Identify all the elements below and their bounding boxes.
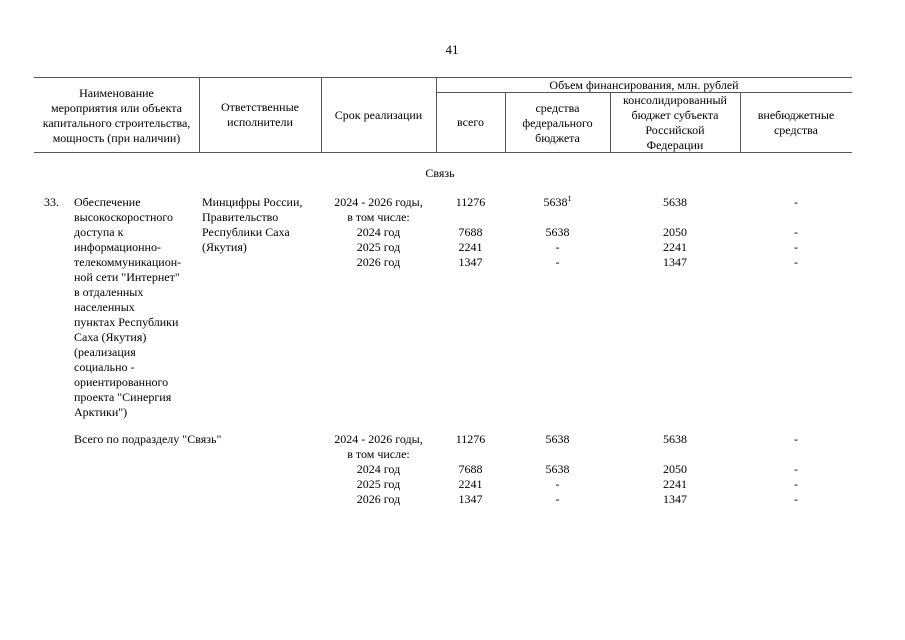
header-funding: Объем финансирования, млн. рублей bbox=[549, 78, 739, 92]
header-extra: внебюджетные средства bbox=[757, 108, 835, 137]
header-period: Срок реализации bbox=[334, 108, 423, 122]
subtotal-federal: 5638 5638 - - bbox=[545, 432, 570, 506]
item-total: 11276 7688 2241 1347 bbox=[455, 195, 486, 269]
item-period: 2024 - 2026 годы, в том числе: 2024 год 2025 год 2026 год bbox=[334, 195, 423, 269]
item-federal: 5638$^1$ 5638 - - bbox=[543, 194, 572, 269]
subtotal-label: Всего по подразделу "Связь" bbox=[74, 432, 222, 446]
header-executors: Ответственные исполнители bbox=[221, 100, 299, 129]
header-total: всего bbox=[456, 115, 485, 129]
item-executors: Минцифры России, Правительство Республики Саха (Якутия) bbox=[202, 195, 303, 254]
header-regional: консолидированный бюджет субъекта Российской Федерации bbox=[623, 93, 727, 152]
item-extra: - - - - bbox=[794, 195, 798, 269]
item-number: 33. bbox=[44, 195, 59, 209]
subtotal-regional: 5638 2050 2241 1347 bbox=[663, 432, 687, 506]
subtotal-extra: - - - - bbox=[794, 432, 798, 506]
item-regional: 5638 2050 2241 1347 bbox=[663, 195, 687, 269]
header-federal: средства федерального бюджета bbox=[522, 101, 593, 145]
item-name: Обеспечение высокоскоростного доступа к информационно- телекоммуникацион- ной сети "Интернет" в отдаленных населенных пунктах Республики Саха (Якутия) (реализация социально - ориентированного проекта "Синергия Арктики") bbox=[74, 195, 182, 419]
page-number: 41 bbox=[445, 42, 459, 57]
section-title: Связь bbox=[425, 166, 455, 180]
footnote-mark: 1 bbox=[567, 194, 572, 203]
header-name: Наименование мероприятия или объекта капитального строительства, мощность (при наличии) bbox=[42, 86, 191, 145]
subtotal-period: 2024 - 2026 годы, в том числе: 2024 год 2025 год 2026 год bbox=[334, 432, 423, 506]
subtotal-total: 11276 7688 2241 1347 bbox=[455, 432, 486, 506]
